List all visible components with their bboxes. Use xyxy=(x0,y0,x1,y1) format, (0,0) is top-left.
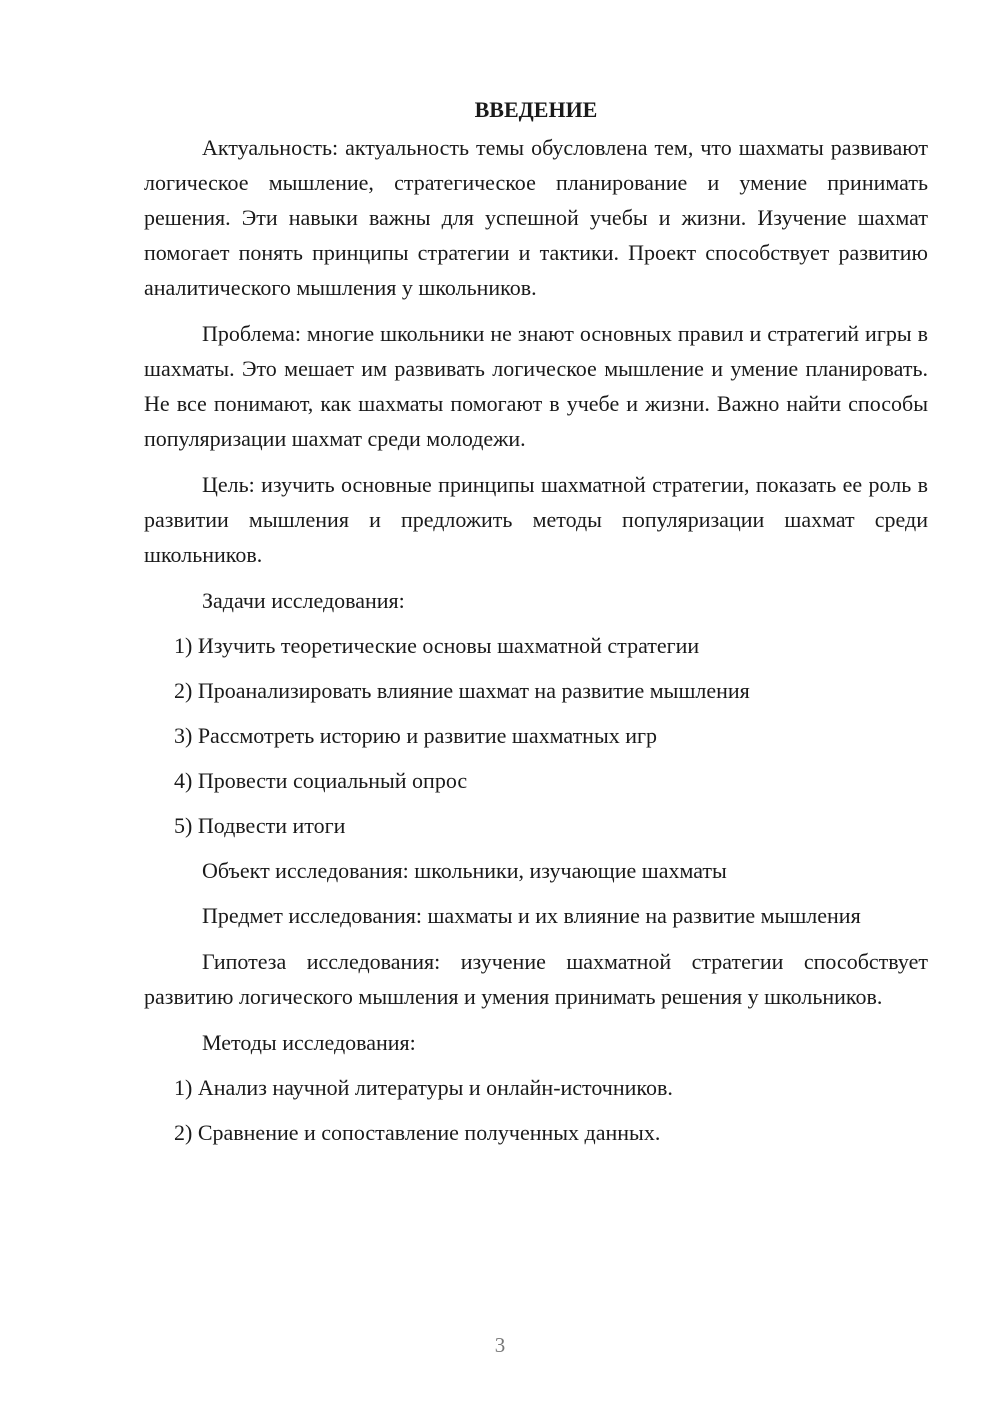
task-item-3: 3) Рассмотреть историю и развитие шахматных игр xyxy=(174,723,658,748)
task-item-2: 2) Проанализировать влияние шахмат на развитие мышления xyxy=(174,678,750,703)
goal-paragraph: Цель: изучить основные принципы шахматной стратегии, показать ее роль в развитии мышления и предложить методы популяризации шахмат среди школьников. xyxy=(144,472,928,567)
relevance-paragraph: Актуальность: актуальность темы обусловлена тем, что шахматы развивают логическое мышление, стратегическое планирование и умение принимать решения. Эти навыки важны для успешной учебы и жизни. Изучение шахмат помогает понять принципы стратегии и тактики. Проект способствует развитию аналитического мышления у школьников. xyxy=(144,135,928,300)
object-paragraph: Объект исследования: школьники, изучающие шахматы xyxy=(202,858,727,883)
tasks-title: Задачи исследования: xyxy=(202,588,405,613)
document-page xyxy=(144,92,928,1160)
task-item-1: 1) Изучить теоретические основы шахматной стратегии xyxy=(174,633,700,658)
method-item-1: 1) Анализ научной литературы и онлайн-источников. xyxy=(174,1075,673,1100)
problem-paragraph: Проблема: многие школьники не знают основных правил и стратегий игры в шахматы. Это мешает им развивать логическое мышление и умение планировать. Не все понимают, как шахматы помогают в учебе и жизни. Важно найти способы популяризации шахмат среди молодежи. xyxy=(144,321,928,451)
page-number: 3 xyxy=(494,1333,506,1357)
task-item-5: 5) Подвести итоги xyxy=(174,813,346,838)
task-item-4: 4) Провести социальный опрос xyxy=(174,768,468,793)
subject-paragraph: Предмет исследования: шахматы и их влияние на развитие мышления xyxy=(202,903,861,928)
hypothesis-paragraph: Гипотеза исследования: изучение шахматной стратегии способствует развитию логического мышления и умения принимать решения у школьников. xyxy=(144,949,928,1009)
section-heading: ВВЕДЕНИЕ xyxy=(474,97,598,122)
method-item-2: 2) Сравнение и сопоставление полученных данных. xyxy=(174,1120,661,1145)
methods-title: Методы исследования: xyxy=(202,1030,416,1055)
